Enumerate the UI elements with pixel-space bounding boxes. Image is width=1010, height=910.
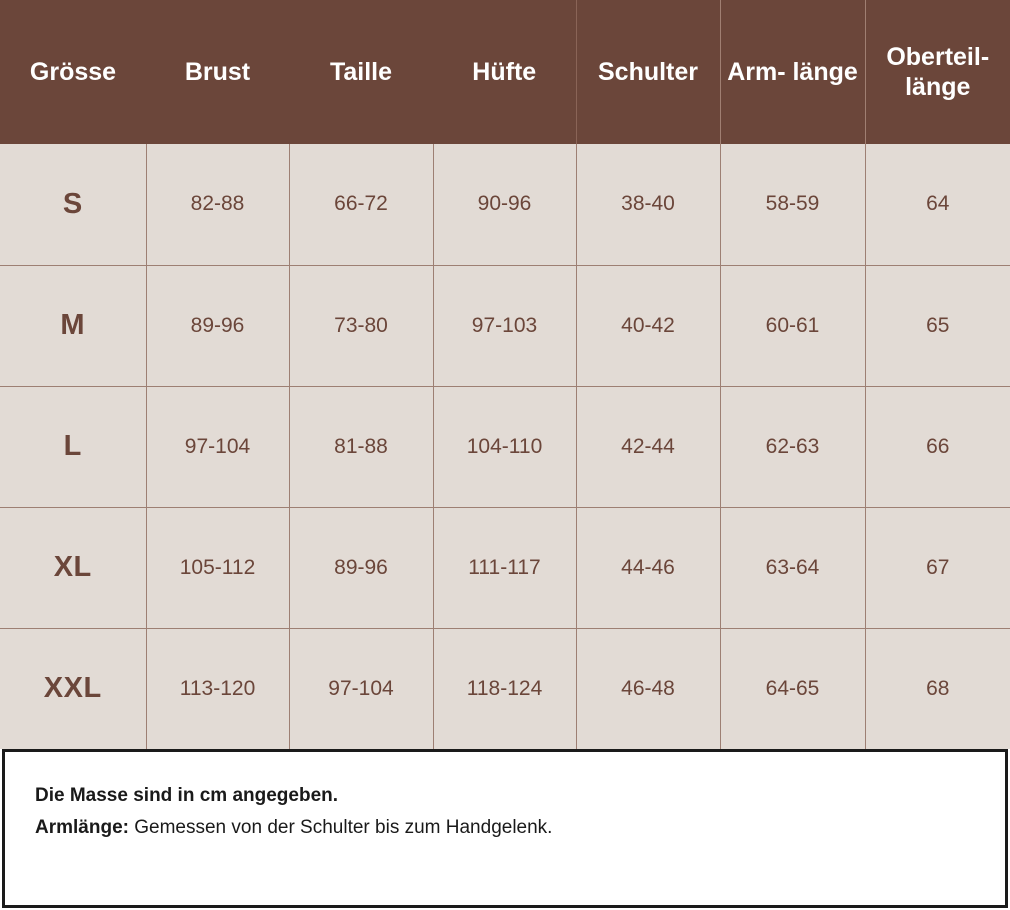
cell-brust: 105-112 bbox=[146, 507, 289, 628]
table-row bbox=[0, 507, 1010, 628]
cell-huefte: 90-96 bbox=[433, 144, 576, 265]
cell-taille: 97-104 bbox=[289, 628, 433, 749]
column-header-schulter: Schulter bbox=[576, 0, 720, 144]
cell-oberteillaenge: 68 bbox=[865, 628, 1010, 749]
cell-brust: 82-88 bbox=[146, 144, 289, 265]
table-row bbox=[0, 386, 1010, 507]
cell-size: XL bbox=[0, 507, 146, 628]
table-header bbox=[0, 0, 1010, 144]
cell-huefte: 97-103 bbox=[433, 265, 576, 386]
cell-huefte: 118-124 bbox=[433, 628, 576, 749]
table-body bbox=[0, 144, 1010, 749]
header-row bbox=[0, 0, 1010, 144]
cell-brust: 113-120 bbox=[146, 628, 289, 749]
cell-schulter: 46-48 bbox=[576, 628, 720, 749]
column-header-groesse: Grösse bbox=[0, 0, 146, 144]
cell-armlaenge: 64-65 bbox=[720, 628, 865, 749]
column-header-armlaenge: Arm- länge bbox=[720, 0, 865, 144]
cell-taille: 66-72 bbox=[289, 144, 433, 265]
cell-oberteillaenge: 67 bbox=[865, 507, 1010, 628]
footnote-line-armlength bbox=[35, 812, 975, 844]
cell-taille: 89-96 bbox=[289, 507, 433, 628]
cell-armlaenge: 58-59 bbox=[720, 144, 865, 265]
cell-brust: 97-104 bbox=[146, 386, 289, 507]
column-header-brust: Brust bbox=[146, 0, 289, 144]
cell-size: S bbox=[0, 144, 146, 265]
cell-schulter: 42-44 bbox=[576, 386, 720, 507]
footnote-label-armlaenge: Armlänge: bbox=[35, 817, 129, 839]
footnote-text-armlaenge: Gemessen von der Schulter bis zum Handgelenk. bbox=[128, 817, 553, 839]
table-row bbox=[0, 144, 1010, 265]
cell-schulter: 40-42 bbox=[576, 265, 720, 386]
cell-size: M bbox=[0, 265, 146, 386]
cell-oberteillaenge: 65 bbox=[865, 265, 1010, 386]
cell-armlaenge: 63-64 bbox=[720, 507, 865, 628]
cell-taille: 81-88 bbox=[289, 386, 433, 507]
cell-armlaenge: 62-63 bbox=[720, 386, 865, 507]
cell-schulter: 44-46 bbox=[576, 507, 720, 628]
cell-oberteillaenge: 66 bbox=[865, 386, 1010, 507]
cell-oberteillaenge: 64 bbox=[865, 144, 1010, 265]
footnote-line-units: Die Masse sind in cm angegeben. bbox=[35, 785, 339, 806]
cell-schulter: 38-40 bbox=[576, 144, 720, 265]
cell-armlaenge: 60-61 bbox=[720, 265, 865, 386]
column-header-taille: Taille bbox=[289, 0, 433, 144]
cell-brust: 89-96 bbox=[146, 265, 289, 386]
column-header-huefte: Hüfte bbox=[433, 0, 576, 144]
table-row bbox=[0, 628, 1010, 749]
cell-huefte: 104-110 bbox=[433, 386, 576, 507]
column-header-oberteillaenge: Oberteil- länge bbox=[865, 0, 1010, 144]
footnote-box bbox=[2, 749, 1008, 908]
cell-size: XXL bbox=[0, 628, 146, 749]
table-row bbox=[0, 265, 1010, 386]
cell-huefte: 111-117 bbox=[433, 507, 576, 628]
cell-size: L bbox=[0, 386, 146, 507]
cell-taille: 73-80 bbox=[289, 265, 433, 386]
